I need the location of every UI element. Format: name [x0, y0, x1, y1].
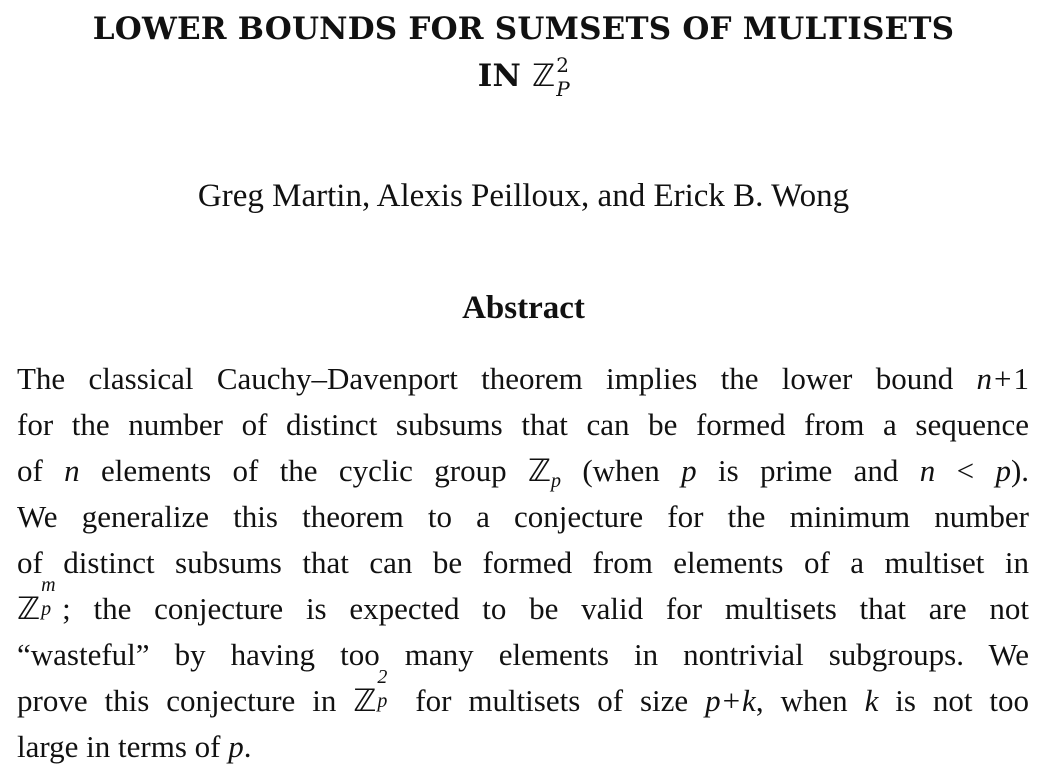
- abstract-line-5: [17, 540, 1029, 586]
- abstract-text: .: [243, 729, 252, 764]
- abstract-line-7: [17, 632, 1029, 678]
- abstract-text: of: [17, 453, 65, 488]
- author-list: Greg Martin, Alexis Peilloux, and Erick B. Wong: [197, 178, 850, 214]
- math-exponent-stack: [376, 666, 398, 712]
- abstract-text: large in terms of: [17, 729, 229, 764]
- math-plus: +: [994, 361, 1012, 396]
- title-prefix: IN: [477, 58, 532, 94]
- abstract-text: elements of the cyclic group: [79, 453, 528, 488]
- math-less-than: <: [935, 453, 996, 488]
- math-group-zpm: ℤ: [17, 591, 41, 627]
- abstract-line-8: [17, 666, 1029, 724]
- abstract-text: , when: [755, 683, 865, 718]
- math-p: p: [995, 453, 1011, 488]
- title-group-sub: P: [556, 77, 570, 101]
- abstract-text: (when: [561, 453, 682, 488]
- abstract-line-9: [17, 724, 1029, 770]
- math-p: p: [705, 683, 721, 718]
- abstract-text: for the number of distinct subsums that can be formed from a sequence: [17, 407, 1029, 442]
- math-plus: +: [722, 683, 741, 718]
- abstract-text: The classical Cauchy–Davenport theorem implies the lower bound: [17, 361, 977, 396]
- abstract-text: ; the conjecture is expected to be valid for multisets that are not: [62, 591, 1029, 626]
- math-subscript-p: p: [41, 598, 52, 620]
- abstract-text: is not too: [878, 683, 1029, 718]
- math-p: p: [228, 729, 244, 764]
- math-n: n: [64, 453, 80, 488]
- math-k: k: [742, 683, 756, 718]
- title-group-sup: 2: [556, 53, 570, 77]
- abstract-line-6: [17, 574, 1029, 632]
- math-k: k: [864, 683, 879, 718]
- abstract-line-3: [17, 448, 1029, 494]
- math-superscript-2: 2: [377, 666, 388, 688]
- paper-title-line-1: LOWER BOUNDS FOR SUMSETS OF MULTISETS: [92, 11, 955, 47]
- math-superscript-m: m: [41, 574, 56, 596]
- abstract-text: We generalize this theorem to a conjecture for the minimum number: [17, 499, 1029, 534]
- abstract-text: for multisets of size: [398, 683, 706, 718]
- math-p: p: [681, 453, 697, 488]
- abstract-text: is prime and: [696, 453, 920, 488]
- abstract-line-1: [17, 356, 1029, 402]
- math-n: n: [919, 453, 936, 488]
- abstract-text: prove this conjecture in: [17, 683, 354, 718]
- paper-title-line-2: [0, 53, 1047, 101]
- abstract-heading: Abstract: [462, 290, 585, 326]
- math-exponent-stack: [40, 574, 62, 620]
- math-n: n: [976, 361, 993, 396]
- title-group-symbol: ℤ: [532, 58, 556, 94]
- abstract-line-2: [17, 402, 1029, 448]
- abstract-text: ).: [1010, 453, 1030, 488]
- abstract-line-4: [17, 494, 1029, 540]
- math-group-zp2: ℤ: [353, 683, 377, 719]
- math-subscript-p: p: [551, 470, 561, 492]
- abstract-text: “wasteful” by having too many elements in nontrivial subgroups. We: [17, 637, 1029, 672]
- math-subscript-p: p: [377, 690, 388, 712]
- abstract-body: [17, 356, 1029, 770]
- title-group-exponent: [556, 53, 570, 101]
- math-one: 1: [1013, 361, 1029, 396]
- math-cyclic-group: ℤ: [527, 453, 551, 489]
- abstract-text: of distinct subsums that can be formed from elements of a multiset in: [17, 545, 1029, 580]
